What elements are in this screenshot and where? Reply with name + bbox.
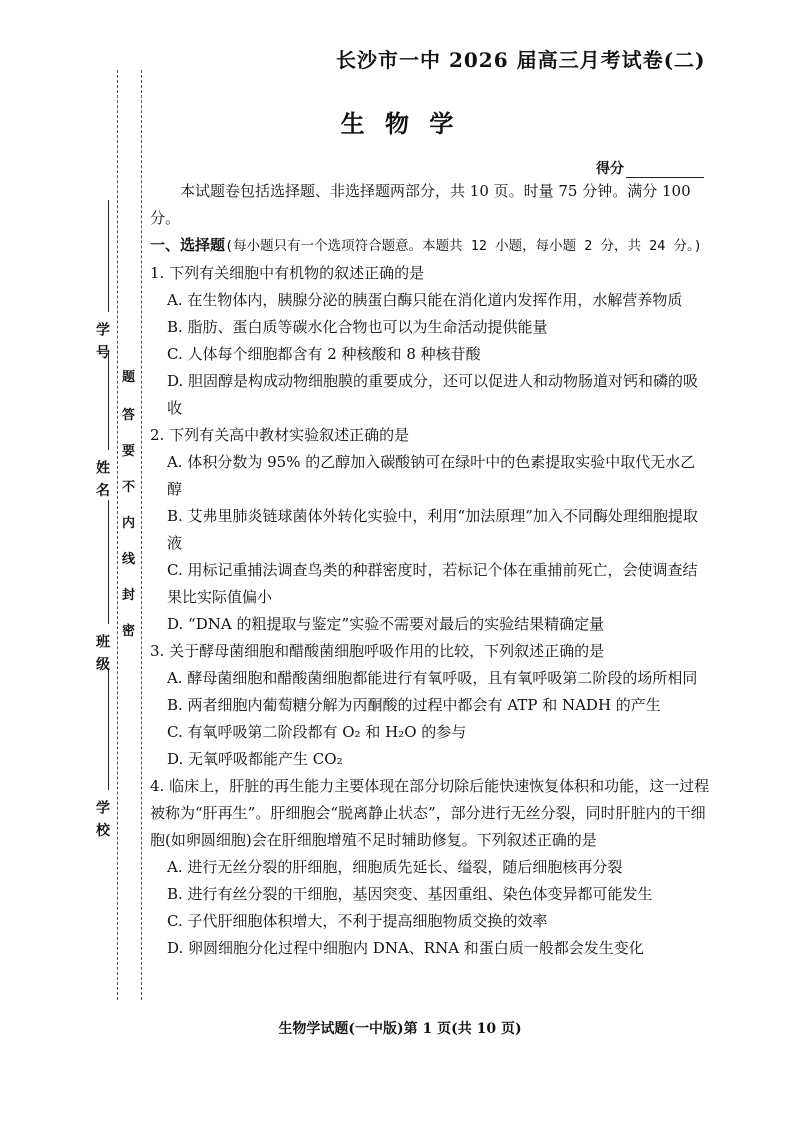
option-d[interactable]: D. “DNA 的粗提取与鉴定”实验不需要对最后的实验结果精确定量 — [167, 615, 605, 633]
section-heading — [150, 232, 710, 260]
option-a[interactable]: A. 在生物体内，胰腺分泌的胰蛋白酶只能在消化道内发挥作用，水解营养物质 — [167, 291, 683, 309]
school-field[interactable] — [108, 670, 109, 790]
question-stem: 2. 下列有关高中教材实验叙述正确的是 — [150, 426, 410, 444]
option-d[interactable]: D. 胆固醇是构成动物细胞膜的重要成分，还可以促进人和动物肠道对钙和磷的吸收 — [167, 372, 699, 417]
option-c[interactable]: C. 子代肝细胞体积增大，不利于提高细胞物质交换的效率 — [167, 912, 548, 930]
binding-line-outer — [117, 70, 118, 1000]
seal-char: 要 — [122, 444, 136, 459]
option-d[interactable]: D. 无氧呼吸都能产生 CO₂ — [167, 750, 343, 768]
exam-intro: 本试题卷包括选择题、非选择题两部分，共 10 页。时量 75 分钟。满分 100 分。 — [150, 182, 691, 227]
name-label: 姓 名 — [94, 460, 110, 499]
section-note: (每小题只有一个选项符合题意。本题共 12 小题，每小题 2 分，共 24 分。) — [225, 238, 702, 254]
seal-char: 封 — [122, 588, 136, 603]
seal-char: 答 — [122, 408, 136, 423]
page-footer: 生物学试题(一中版)第 1 页(共 10 页) — [278, 1021, 522, 1037]
question-1 — [150, 260, 710, 422]
question-4 — [150, 773, 710, 962]
seal-char: 内 — [122, 516, 136, 531]
class-label: 班 级 — [94, 634, 110, 673]
option-a[interactable]: A. 体积分数为 95% 的乙醇加入碳酸钠可在绿叶中的色素提取实验中取代无水乙醇 — [167, 453, 696, 498]
option-c[interactable]: C. 有氧呼吸第二阶段都有 O₂ 和 H₂O 的参与 — [167, 723, 467, 741]
option-b[interactable]: B. 脂肪、蛋白质等碳水化合物也可以为生命活动提供能量 — [167, 318, 548, 336]
option-a[interactable]: A. 酵母菌细胞和醋酸菌细胞都能进行有氧呼吸，且有氧呼吸第二阶段的场所相同 — [167, 669, 698, 687]
option-c[interactable]: C. 人体每个细胞都含有 2 种核酸和 8 种核苷酸 — [167, 345, 481, 363]
binding-line-inner — [141, 70, 142, 1000]
school-label: 学 校 — [94, 800, 110, 839]
option-b[interactable]: B. 两者细胞内葡萄糖分解为丙酮酸的过程中都会有 ATP 和 NADH 的产生 — [167, 696, 661, 714]
question-2 — [150, 422, 710, 638]
option-b[interactable]: B. 进行有丝分裂的干细胞，基因突变、基因重组、染色体变异都可能发生 — [167, 885, 653, 903]
question-stem: 1. 下列有关细胞中有机物的叙述正确的是 — [150, 264, 425, 282]
score-box — [596, 158, 704, 178]
question-3 — [150, 638, 710, 773]
question-stem: 3. 关于酵母菌细胞和醋酸菌细胞呼吸作用的比较，下列叙述正确的是 — [150, 642, 605, 660]
option-d[interactable]: D. 卵圆细胞分化过程中细胞内 DNA、RNA 和蛋白质一般都会发生变化 — [167, 939, 644, 957]
option-c[interactable]: C. 用标记重捕法调查鸟类的种群密度时，若标记个体在重捕前死亡，会使调查结果比实际值偏小 — [167, 561, 698, 606]
question-stem: 4. 临床上，肝脏的再生能力主要体现在部分切除后能快速恢复体积和功能，这一过程被称为“肝再生”。肝细胞会“脱离静止状态”，部分进行无丝分裂，同时肝脏内的干细胞(如卵圆细胞)会在肝细胞增殖不足时辅助修复。下列叙述正确的是 — [150, 777, 710, 849]
student-id-field[interactable] — [108, 200, 109, 312]
exam-content — [150, 178, 710, 962]
exam-title: 长沙市一中 2026 届高三月考试卷(二) — [336, 48, 706, 72]
name-field[interactable] — [108, 350, 109, 450]
subject-title: 生 物 学 — [340, 109, 460, 138]
class-field[interactable] — [108, 500, 109, 624]
option-b[interactable]: B. 艾弗里肺炎链球菌体外转化实验中，利用“加法原理”加入不同酶处理细胞提取液 — [167, 507, 698, 552]
seal-char: 不 — [122, 480, 136, 495]
score-label: 得分 — [596, 161, 624, 177]
seal-char: 密 — [122, 624, 136, 639]
student-id-label: 学 号 — [94, 322, 110, 361]
seal-char: 题 — [122, 370, 136, 385]
option-a[interactable]: A. 进行无丝分裂的肝细胞，细胞质先延长、缢裂，随后细胞核再分裂 — [167, 858, 623, 876]
section-title: 一、选择题 — [150, 236, 226, 254]
seal-char: 线 — [122, 552, 136, 567]
